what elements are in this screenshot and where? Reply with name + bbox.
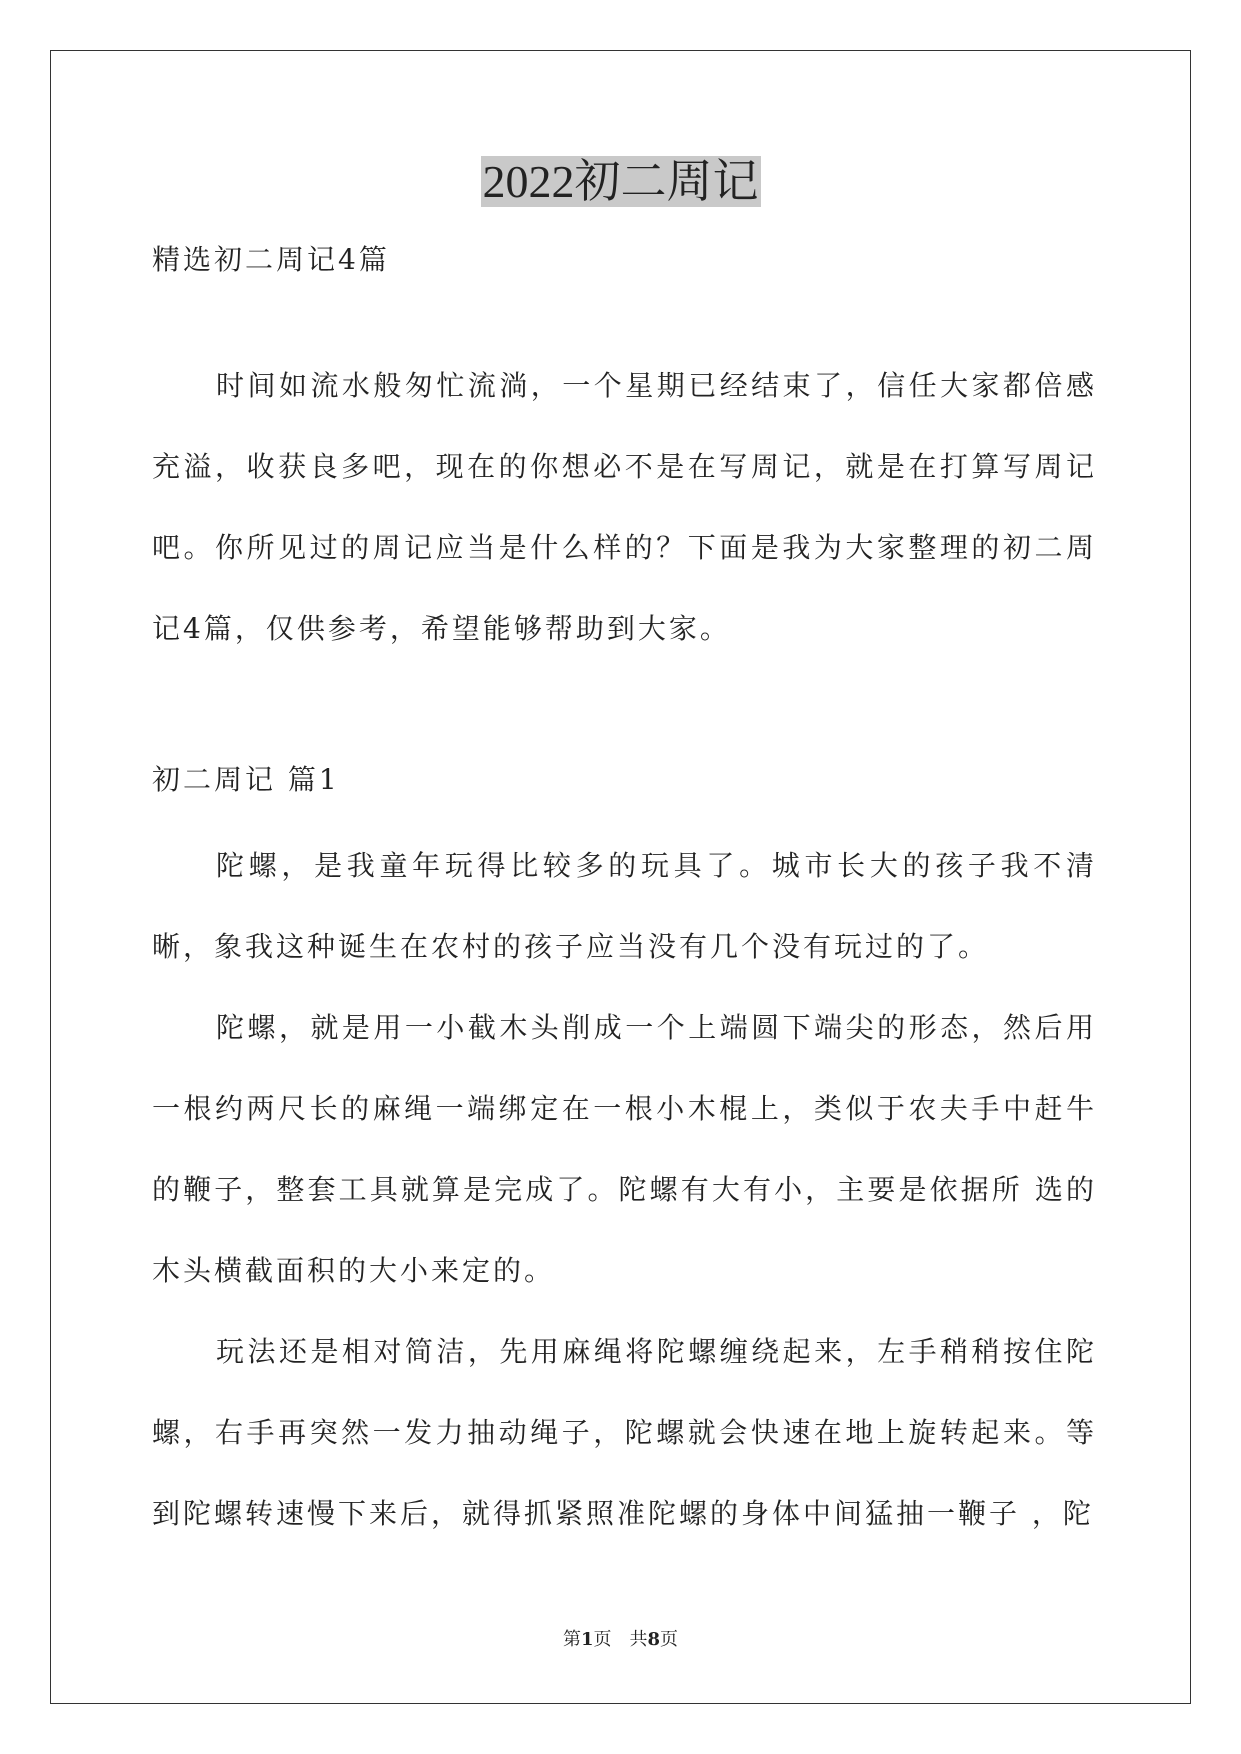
footer-page-number: 1 — [580, 1629, 594, 1650]
intro-section — [152, 345, 1097, 669]
body-paragraph-2: 陀螺，就是用一小截木头削成一个上端圆下端尖的形态，然后用一根约两尺长的麻绳一端绑定在一根小木棍上，类似于农夫手中赶牛的鞭子，整套工具就算是完成了。陀螺有大有小，主要是依据所 选的木头横截面积的大小来定的。 — [152, 1011, 1097, 1287]
section-heading: 初二周记 篇1 — [152, 763, 340, 796]
section-body — [152, 825, 1097, 1554]
intro-paragraph: 时间如流水般匆忙流淌，一个星期已经结束了，信任大家都倍感充溢，收获良多吧，现在的你想必不是在写周记，就是在打算写周记吧。你所见过的周记应当是什么样的？下面是我为大家整理的初二周记4篇，仅供参考，希望能够帮助到大家。 — [152, 369, 1097, 645]
footer-total-pages: 8 — [647, 1629, 661, 1650]
document-title-text: 2022初二周记 — [482, 156, 759, 207]
page-footer — [0, 1625, 1241, 1651]
footer-mid: 页 共 — [593, 1629, 648, 1650]
footer-prefix: 第 — [562, 1629, 581, 1650]
document-title — [0, 152, 1241, 212]
body-paragraph-3: 玩法还是相对简洁，先用麻绳将陀螺缠绕起来，左手稍稍按住陀螺，右手再突然一发力抽动绳子，陀螺就会快速在地上旋转起来。等到陀螺转速慢下来后，就得抓紧照准陀螺的身体中间猛抽一鞭子 ，陀 — [152, 1335, 1097, 1530]
document-subtitle: 精选初二周记4篇 — [152, 243, 390, 276]
footer-suffix: 页 — [660, 1629, 679, 1650]
body-paragraph-1: 陀螺，是我童年玩得比较多的玩具了。城市长大的孩子我不清晰，象我这种诞生在农村的孩子应当没有几个没有玩过的了。 — [152, 849, 1097, 963]
